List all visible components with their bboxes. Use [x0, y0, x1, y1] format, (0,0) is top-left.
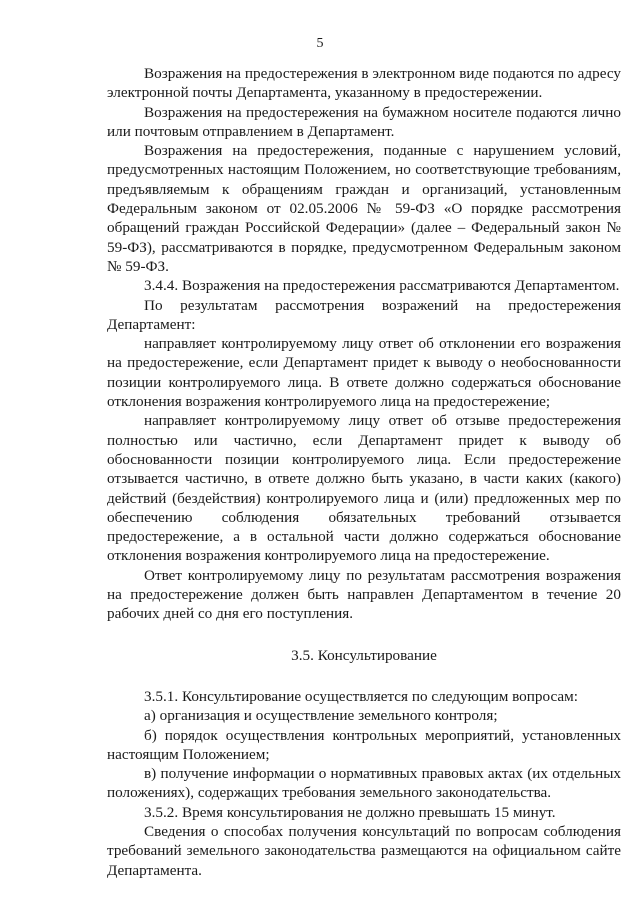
paragraph: 3.5.1. Консультирование осуществляется по следующим вопросам:	[144, 687, 578, 705]
list-item: в) получение информации о нормативных правовых актах (их отдельных положениях), содержащих требования земельного законодательства.	[107, 765, 621, 802]
section-heading: 3.5. Консультирование	[291, 646, 437, 664]
paragraph: направляет контролируемому лицу ответ об отклонении его возражения на предостережение, если Департамент придет к выводу о необоснованности позиции контролируемого лица. В ответе должно содержаться обоснование отклонения возражения контролируемого лица на предостережение;	[107, 335, 621, 411]
document-body	[107, 64, 621, 880]
paragraph: Возражения на предостережения в электронном виде подаются по адресу электронной почты Департамента, указанному в предостережении.	[107, 65, 621, 102]
page-number: 5	[316, 36, 324, 51]
paragraph: Сведения о способах получения консультаций по вопросам соблюдения требований земельного законодательства размещаются на официальном сайте Департамента.	[107, 822, 621, 879]
paragraph: Ответ контролируемому лицу по результатам рассмотрения возражения на предостережение должен быть направлен Департаментом в течение 20 рабочих дней со дня его поступления.	[107, 566, 621, 623]
paragraph: Возражения на предостережения на бумажном носителе подаются лично или почтовым отправлением в Департамент.	[107, 103, 621, 140]
list-item: а) организация и осуществление земельного контроля;	[144, 707, 498, 725]
paragraph: 3.5.2. Время консультирования не должно превышать 15 минут.	[144, 803, 556, 821]
paragraph: По результатам рассмотрения возражений на предостережения Департамент:	[107, 296, 621, 333]
list-item: б) порядок осуществления контрольных мероприятий, установленных настоящим Положением;	[107, 726, 621, 763]
paragraph: 3.4.4. Возражения на предостережения рассматриваются Департаментом.	[144, 277, 620, 295]
paragraph: Возражения на предостережения, поданные с нарушением условий, предусмотренных настоящим Положением, но соответствующие требованиям, предъявляемым к обращениям граждан и организаций, установленным Федеральным законом от 02.05.2006 № 59-ФЗ «О порядке рассмотрения обращений граждан Российской Федерации» (далее – Федеральный закон № 59-ФЗ), рассматриваются в порядке, предусмотренном Федеральным законом № 59-ФЗ.	[107, 142, 621, 275]
paragraph: направляет контролируемому лицу ответ об отзыве предостережения полностью или частично, если Департамент придет к выводу об обоснованности позиции контролируемого лица. Если предостережение отзывается частично, в ответе должно быть указано, в части каких (какого) действий (бездействия) контролируемого лица и (или) предложенных мер по обеспечению соблюдения обязательных требований отзывается предостережение, а в остальной части должно содержаться обоснование отклонения возражения контролируемого лица на предостережение.	[107, 412, 621, 565]
